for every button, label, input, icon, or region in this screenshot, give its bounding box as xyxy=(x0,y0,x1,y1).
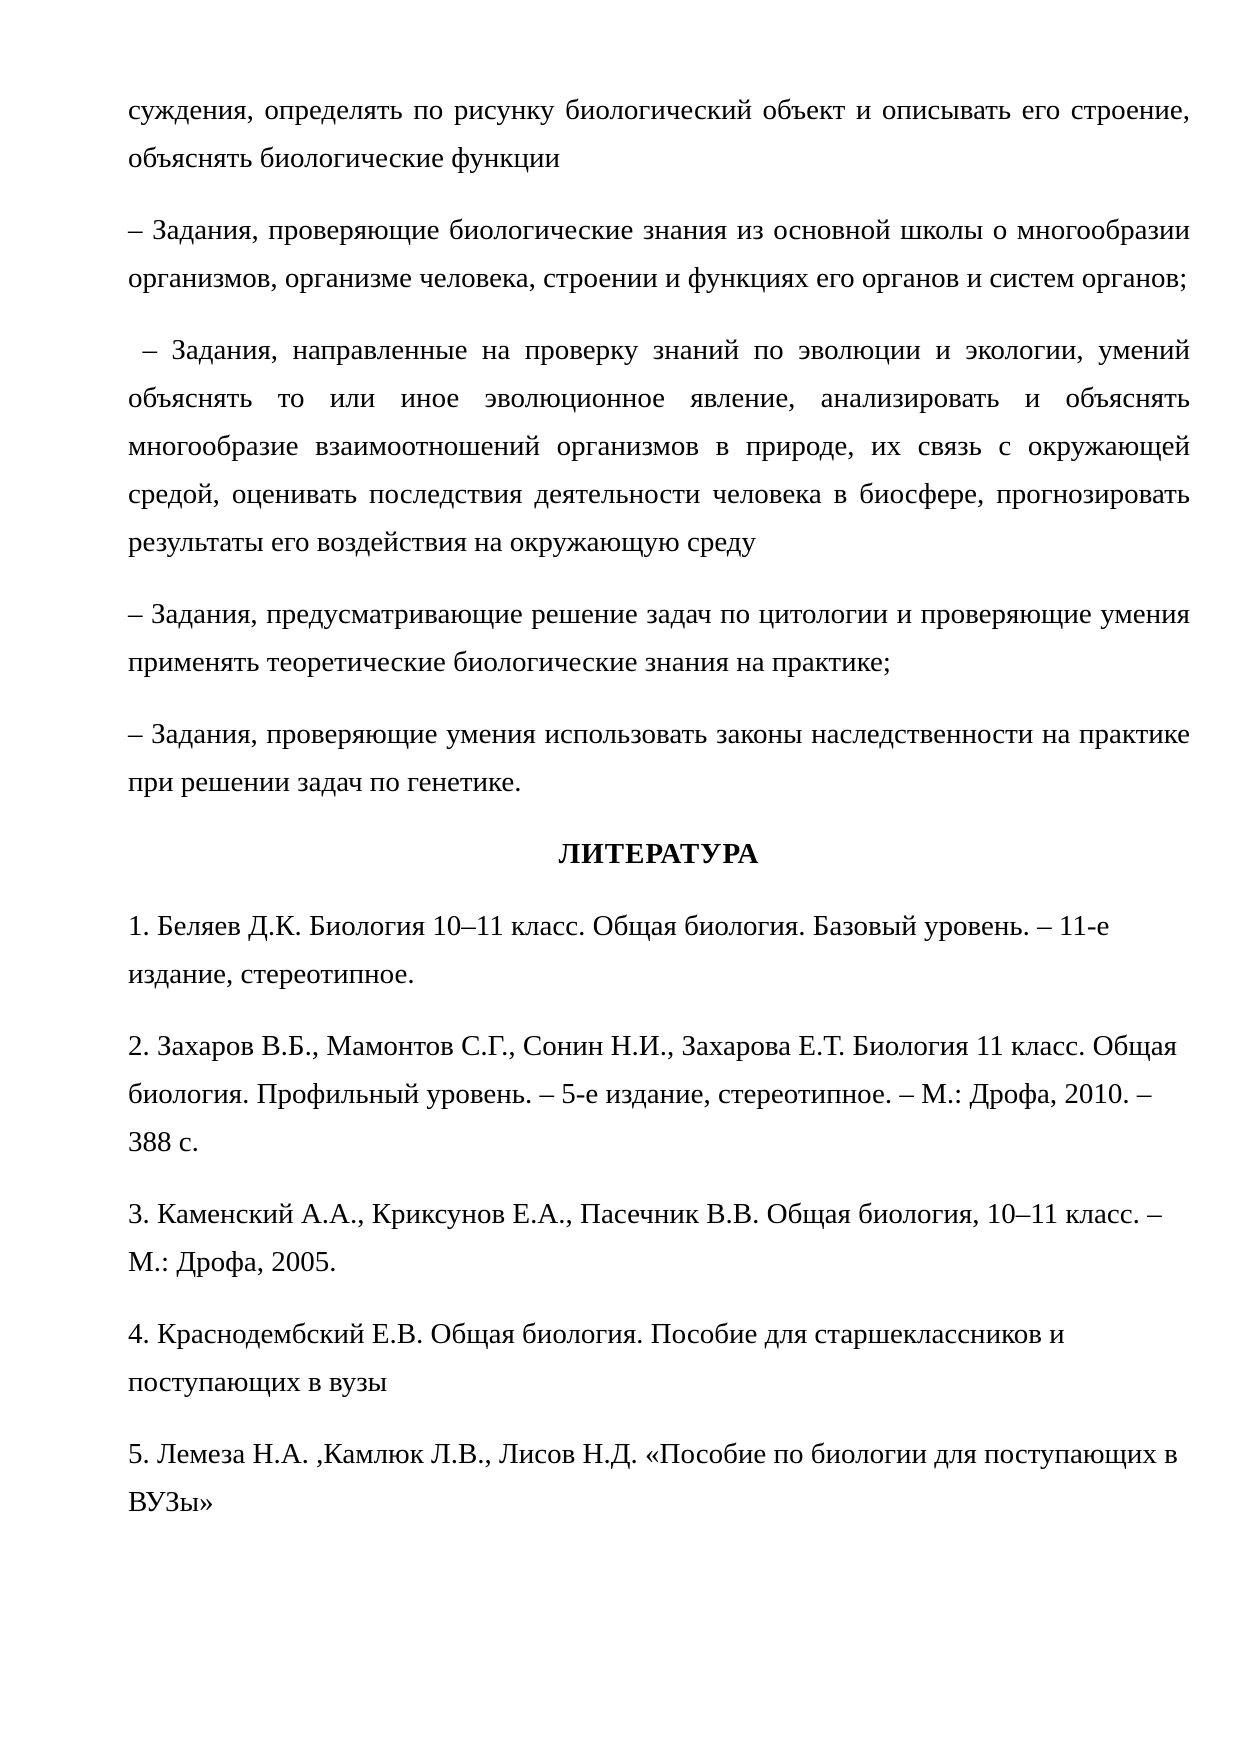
reference-item-4: 4. Краснодембский Е.В. Общая биология. Пособие для старшеклассников и поступающих в вузы xyxy=(128,1318,1065,1398)
body-paragraph-4: – Задания, предусматривающие решение задач по цитологии и проверяющие умения применять теоретические биологические знания на практике; xyxy=(128,598,1190,678)
reference-item-5: 5. Лемеза Н.А. ,Камлюк Л.В., Лисов Н.Д. «Пособие по биологии для поступающих в ВУЗы» xyxy=(128,1438,1178,1518)
reference-item-3: 3. Каменский А.А., Криксунов Е.А., Пасечник В.В. Общая биология, 10–11 класс. – М.: Дрофа, 2005. xyxy=(128,1198,1162,1278)
body-paragraph-5: – Задания, проверяющие умения использовать законы наследственности на практике при решении задач по генетике. xyxy=(128,718,1190,798)
body-paragraph-1: суждения, определять по рисунку биологический объект и описывать его строение, объяснять биологические функции xyxy=(128,94,1190,174)
reference-item-1: 1. Беляев Д.К. Биология 10–11 класс. Общая биология. Базовый уровень. – 11-е издание, стереотипное. xyxy=(128,910,1110,990)
literature-heading: ЛИТЕРАТУРА xyxy=(558,838,760,870)
body-paragraph-2: – Задания, проверяющие биологические знания из основной школы о многообразии организмов, организме человека, строении и функциях его органов и систем органов; xyxy=(128,214,1190,294)
reference-item-2: 2. Захаров В.Б., Мамонтов С.Г., Сонин Н.И., Захарова Е.Т. Биология 11 класс. Общая биология. Профильный уровень. – 5-е издание, стереотипное. – М.: Дрофа, 2010. – 388 с. xyxy=(128,1030,1177,1158)
body-paragraph-3: – Задания, направленные на проверку знаний по эволюции и экологии, умений объяснять то или иное эволюционное явление, анализировать и объяснять многообразие взаимоотношений организмов в природе, их связь с окружающей средой, оценивать последствия деятельности человека в биосфере, прогнозировать результаты его воздействия на окружающую среду xyxy=(128,334,1190,558)
